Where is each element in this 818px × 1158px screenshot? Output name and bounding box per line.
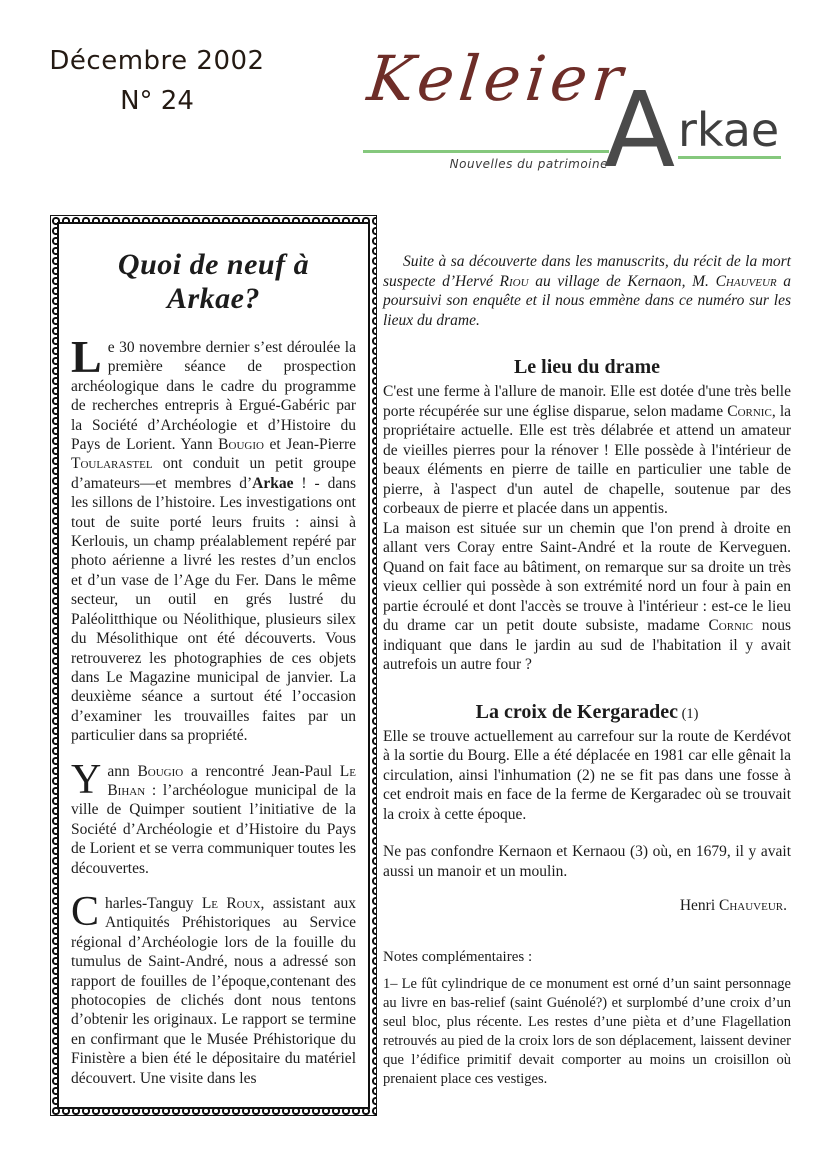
green-divider-line bbox=[363, 150, 609, 153]
left-article-inner bbox=[57, 222, 370, 1109]
issue-date: Décembre 2002 bbox=[49, 46, 265, 76]
body-paragraph: Ne pas confondre Kernaon et Kernaou (3) où, en 1679, il y avait aussi un manoir et un moulin. bbox=[383, 843, 791, 880]
dropcap-Y: Y bbox=[71, 756, 102, 803]
logo-tagline: Nouvelles du patrimoine bbox=[449, 157, 608, 171]
body-paragraph: La maison est située sur un chemin que l'on prend à droite en allant vers Coray entre Saint-André et la route de Kerveguen. Quand on fait face au bâtiment, on remarque sur sa droite un très vieux cellier qui possède à son extrémité nord un four à pain en partie écroulé et dont l'accès se trouve à l'intérieur : est-ce le lieu du drame car un petit doute subsiste, madame Cornic nous indiquant que dans le jardin au sud de l'habitation il y avait autrefois un autre four ? bbox=[383, 519, 791, 673]
issue-number: N° 24 bbox=[120, 86, 194, 116]
right-column bbox=[383, 252, 791, 1089]
body-paragraph: C'est une ferme à l'allure de manoir. Elle est dotée d'une très belle porte récupérée sur une église disparue, selon madame Cornic, la propriétaire actuelle. Elle est très délabrée et attend un amateur de vieilles pierres pour la rénover ! Elle possède à l'intérieur de beaux éléments en pierre de taille en particulier une table de pierre, à l'aspect d'un autel de chapelle, soutenue par des corbeaux de pierre et placée dans un appentis. bbox=[383, 383, 792, 517]
section-heading-lieu-du-drame: Le lieu du drame bbox=[513, 356, 661, 378]
author-signature: Henri Chauveur. bbox=[679, 897, 787, 914]
section-heading-croix-kergaradec: La croix de Kergaradec (1) bbox=[475, 700, 699, 723]
keleier-logo: Keleier bbox=[364, 42, 631, 115]
issue-block bbox=[42, 46, 272, 116]
arkae-logo-initial: A bbox=[604, 69, 676, 191]
intro-paragraph: Suite à sa découverte dans les manuscrits, du récit de la mort suspecte d’Hervé Riou au village de Kernaon, M. Chauveur a poursuivi son enquête et il nous emmène dans ce numéro sur les lieux du drame. bbox=[383, 253, 791, 329]
article-title: Quoi de neuf à Arkae? bbox=[117, 248, 310, 315]
dropcap-C: C bbox=[71, 888, 100, 935]
paragraph-text: ann Bougio a rencontré Jean-Paul Le Bihan : l’archéologue municipal de la ville de Quimper soutient l’initiative de la Société d’Archéologie et d’Histoire du Pays de Lorient et se verra communiquer toutes les découvertes. bbox=[71, 762, 356, 877]
dropcap-L: L bbox=[71, 331, 102, 382]
article-paragraph-2 bbox=[71, 756, 356, 878]
body-paragraph: Elle se trouve actuellement au carrefour sur la route de Kerdévot à la sortie du Bourg. Elle a été déplacée en 1981 car elle gênait la circulation, ainsi l'inhumation (2) ne se fit pas dans une fosse à cet endroit mais en face de la ferme de Kergaradec où se trouvait la croix à cette époque. bbox=[383, 727, 791, 823]
article-paragraph-3 bbox=[71, 888, 357, 1088]
article-paragraph-1 bbox=[71, 331, 357, 746]
notes-label: Notes complémentaires : bbox=[383, 949, 533, 965]
note-paragraph: 1– Le fût cylindrique de ce monument est orné d’un saint personnage au livre en bas-relief (saint Guénolé?) et surplombé d’une croix d’un seul bloc, plus récente. Les restes d’une pièta et d’une Flagellation retrouvés au pied de la croix lors de son déplacement, laissent deviner que l’édifice primitif devait comporter au moins un croisillon où prenaient place ces vestiges. bbox=[383, 976, 791, 1087]
left-article-box bbox=[50, 215, 377, 1116]
paragraph-text: e 30 novembre dernier s’est déroulée la première séance de prospection archéologique dans le cadre du programme de recherches entrepris à Ergué-Gabéric par la Société d’Archéologie et d’Histoire du Pays de Lorient. Yann Bougio et Jean-Pierre Toularastel ont conduit un petit groupe d’amateurs—et membres d’Arkae ! - dans les sillons de l’histoire. Les investigations ont tout de suite porté leurs fruits : ainsi à Kerlouis, un champ préalablement repéré par photo aérienne a livré les restes d’un enclos et d’un vase de l’Age du Fer. Dans le même secteur, un outil en grés lustré du Paléolitthique ou Néolithique, plusieurs silex du Mésolithique ont été découverts. Vous retrouverez les photographies de ces objets dans Le Magazine municipal de janvier. La deuxième séance a surtout été l’occasion d’examiner les trouvailles faites par un particulier dans sa propriété. bbox=[71, 339, 357, 745]
paragraph-text: harles-Tanguy Le Roux, assistant aux Antiquités Préhistoriques au Service régional d’Archéologie lors de la fouille du tumulus de Saint-André, nous a adressé son rapport de fouilles de l’époque,contenant des photocopies de clichés dont nous tentons d’obtenir les originaux. Le rapport se termine en confirmant que le Musée Préhistorique du Finistère a bien été le dépositaire du matériel découvert. Une visite dans les bbox=[71, 894, 357, 1087]
arkae-logo-text: rkae bbox=[678, 106, 781, 159]
